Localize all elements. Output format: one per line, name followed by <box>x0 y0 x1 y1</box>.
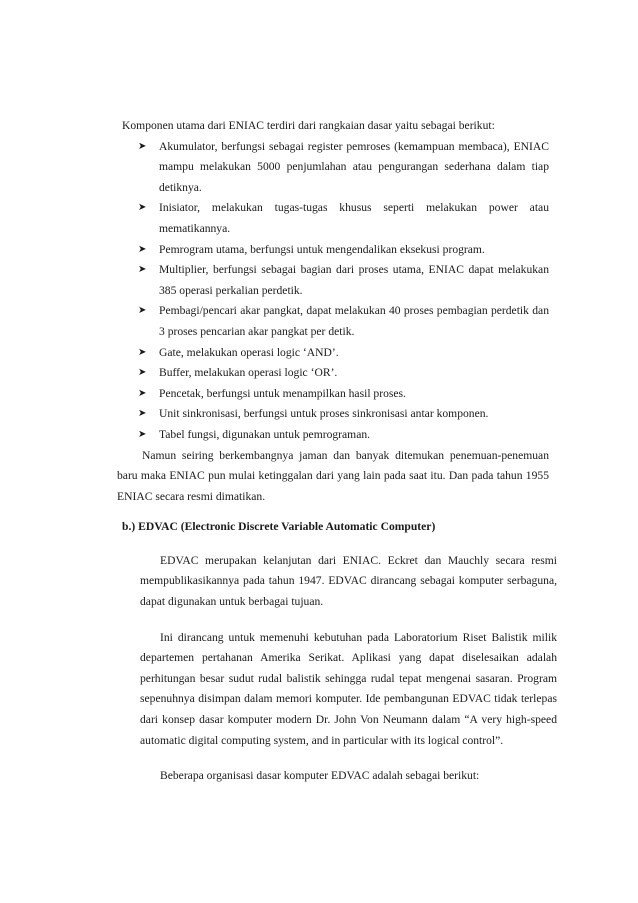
list-item: ➤ Pembagi/pencari akar pangkat, dapat melakukan 40 proses pembagian perdetik dan 3 proses pencarian akar pangkat per detik. <box>122 301 549 342</box>
list-item: ➤ Multiplier, berfungsi sebagai bagian dari proses utama, ENIAC dapat melakukan 385 operasi perkalian perdetik. <box>122 260 549 301</box>
arrow-bullet-icon: ➤ <box>138 428 147 440</box>
paragraph-gap <box>122 751 549 766</box>
list-item: ➤ Akumulator, berfungsi sebagai register pemroses (kemampuan membaca), ENIAC mampu melakukan 5000 penjumlahan atau pengurangan sederhana dalam tiap detiknya. <box>122 137 549 199</box>
text-column <box>117 116 557 787</box>
arrow-bullet-icon: ➤ <box>138 346 147 358</box>
intro-paragraph: Komponen utama dari ENIAC terdiri dari rangkaian dasar yaitu sebagai berikut: <box>122 119 495 132</box>
arrow-bullet-icon: ➤ <box>138 387 147 399</box>
edvac-paragraph-2: Ini dirancang untuk memenuhi kebutuhan pada Laboratorium Riset Balistik milik departemen pertahanan Amerika Serikat. Aplikasi yang dapat diselesaikan adalah perhitungan besar sudut rudal balistik sehingga rudal tepat mengenai sasaran. Program sepenuhnya disimpan dalam memori komputer. Ide pembangunan EDVAC tidak terlepas dari konsep dasar komputer modern Dr. John Von Neumann dalam “A very high-speed automatic digital computing system, and in particular with its logical control”. <box>140 630 557 747</box>
paragraph-gap <box>122 613 549 628</box>
edvac-paragraph-3: Beberapa organisasi dasar komputer EDVAC adalah sebagai berikut: <box>160 769 480 783</box>
list-item: ➤ Buffer, melakukan operasi logic ‘OR’. <box>122 363 549 384</box>
list-item: ➤ Pencetak, berfungsi untuk menampilkan hasil proses. <box>122 384 549 405</box>
arrow-bullet-icon: ➤ <box>138 140 147 152</box>
arrow-bullet-icon: ➤ <box>138 367 147 379</box>
edvac-paragraph-1: EDVAC merupakan kelanjutan dari ENIAC. Eckret dan Mauchly secara resmi mempublikasikannya pada tahun 1947. EDVAC dirancang sebagai komputer serbaguna, dapat digunakan untuk berbagai tujuan. <box>140 553 557 609</box>
arrow-bullet-icon: ➤ <box>138 243 147 255</box>
list-item: ➤ Tabel fungsi, digunakan untuk pemrograman. <box>122 425 549 446</box>
closing-paragraph: Namun seiring berkembangnya jaman dan banyak ditemukan penemuan-penemuan baru maka ENIAC pun mulai ketinggalan dari yang lain pada saat itu. Dan pada tahun 1955 ENIAC secara resmi dimatikan. <box>117 448 549 503</box>
list-item: ➤ Unit sinkronisasi, berfungsi untuk proses sinkronisasi antar komponen. <box>122 404 549 425</box>
eniac-component-list <box>122 137 549 446</box>
list-item: ➤ Pemrogram utama, berfungsi untuk mengendalikan eksekusi program. <box>122 240 549 261</box>
arrow-bullet-icon: ➤ <box>138 408 147 420</box>
section-heading: b.) EDVAC (Electronic Discrete Variable Automatic Computer) <box>122 520 436 534</box>
arrow-bullet-icon: ➤ <box>138 264 147 276</box>
list-item: ➤ Inisiator, melakukan tugas-tugas khusus seperti melakukan power atau mematikannya. <box>122 198 549 239</box>
list-item: ➤ Gate, melakukan operasi logic ‘AND’. <box>122 343 549 364</box>
arrow-bullet-icon: ➤ <box>138 305 147 317</box>
arrow-bullet-icon: ➤ <box>138 202 147 214</box>
